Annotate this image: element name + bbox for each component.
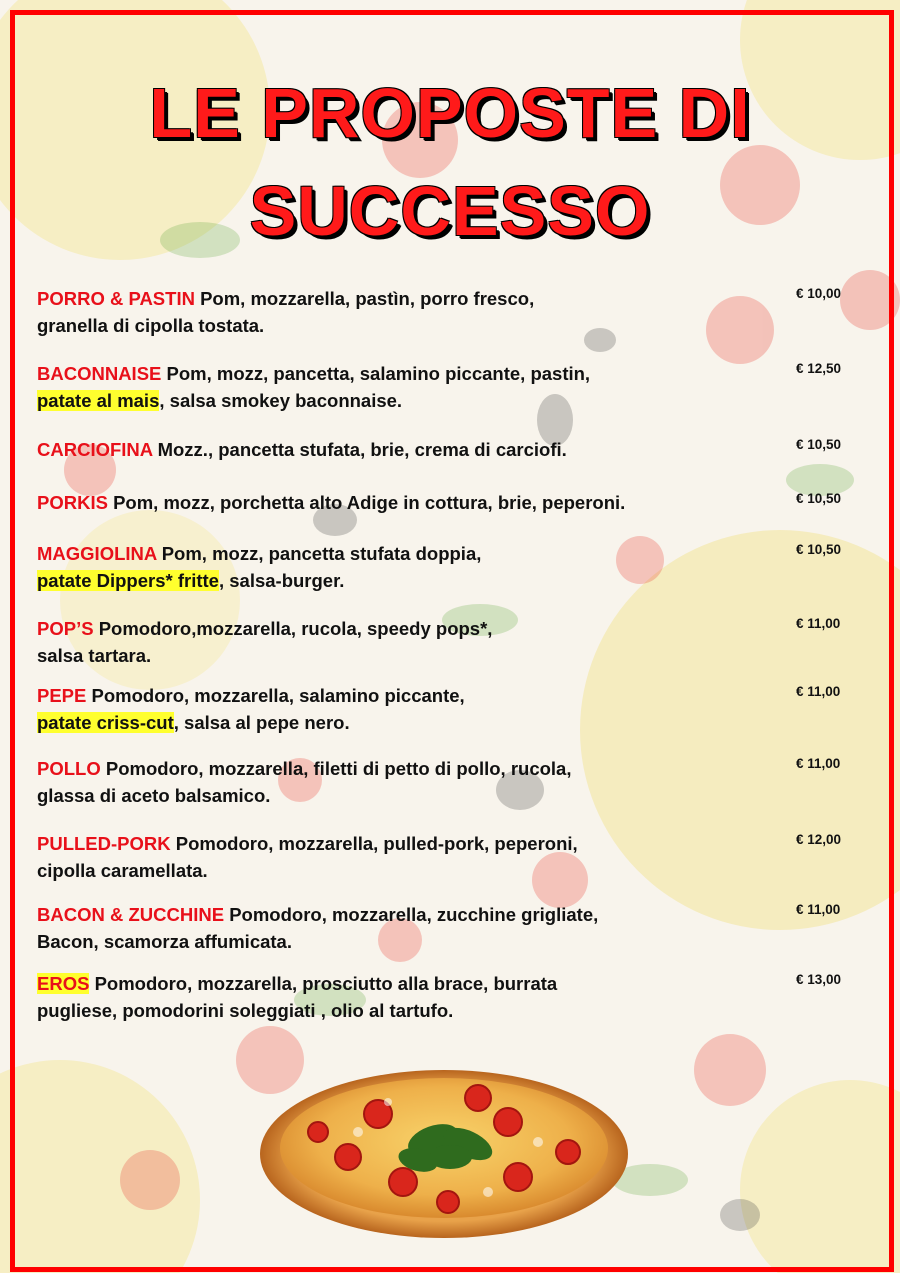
item-name: POP’S — [37, 618, 94, 639]
item-name: BACON & ZUCCHINE — [37, 904, 225, 925]
item-price: € 13,00 — [796, 972, 842, 987]
item-price: € 10,50 — [796, 437, 842, 452]
item-price: € 11,00 — [796, 902, 841, 917]
item-description: Pom, mozz, pancetta, salamino piccante, pastin, — [161, 363, 591, 384]
item-description: Pom, mozz, porchetta alto Adige in cottura, brie, peperoni. — [107, 492, 626, 513]
item-price: € 10,00 — [796, 286, 842, 301]
menu-item — [37, 540, 777, 594]
item-name: CARCIOFINA — [37, 439, 153, 460]
menu-item — [37, 285, 777, 339]
item-description: Pomodoro, mozzarella, salamino piccante, — [86, 685, 465, 706]
item-name: BACONNAISE — [37, 363, 162, 384]
menu-item — [37, 615, 777, 669]
item-name: PORRO & PASTIN — [37, 288, 195, 309]
item-name: MAGGIOLINA — [37, 543, 157, 564]
item-description: Pomodoro, mozzarella, zucchine grigliate, — [224, 904, 599, 925]
item-description-line2: granella di cipolla tostata. — [37, 315, 265, 336]
item-description-line2: , salsa al pepe nero. — [173, 712, 350, 733]
item-description-line2: glassa di aceto balsamico. — [37, 785, 271, 806]
item-name: PORKIS — [37, 492, 108, 513]
item-description: Pomodoro,mozzarella, rucola, speedy pops*, — [93, 618, 493, 639]
menu-item — [37, 489, 777, 516]
item-description: Pomodoro, mozzarella, prosciutto alla brace, burrata — [89, 973, 558, 994]
menu-item — [37, 755, 777, 809]
item-price: € 11,00 — [796, 684, 841, 699]
item-description: Pom, mozzarella, pastìn, porro fresco, — [194, 288, 535, 309]
menu-item — [37, 830, 777, 884]
item-price: € 12,00 — [796, 832, 842, 847]
item-description-line2: pugliese, pomodorini soleggiati , olio al tartufo. — [37, 1000, 454, 1021]
item-price: € 12,50 — [796, 361, 842, 376]
item-name: POLLO — [37, 758, 101, 779]
page-title-line1: LE PROPOSTE DI — [149, 74, 751, 152]
item-description: Mozz., pancetta stufata, brie, crema di carciofi. — [152, 439, 567, 460]
item-description-line2: salsa tartara. — [37, 645, 152, 666]
item-description-line2: , salsa-burger. — [218, 570, 345, 591]
menu-item — [37, 901, 777, 955]
item-description-line2: , salsa smokey baconnaise. — [159, 390, 403, 411]
pizza-image — [258, 1062, 630, 1240]
item-price: € 10,50 — [796, 491, 842, 506]
item-description-line2: cipolla caramellata. — [37, 860, 208, 881]
item-highlight: patate Dippers* fritte — [37, 570, 219, 591]
item-description: Pomodoro, mozzarella, filetti di petto di pollo, rucola, — [100, 758, 572, 779]
item-name: PEPE — [37, 685, 87, 706]
item-name: PULLED-PORK — [37, 833, 171, 854]
item-price: € 10,50 — [796, 542, 842, 557]
page-title-line2: SUCCESSO — [249, 172, 651, 250]
item-highlight: patate al mais — [37, 390, 160, 411]
menu-item — [37, 360, 777, 414]
item-price: € 11,00 — [796, 756, 841, 771]
item-highlight: patate criss-cut — [37, 712, 174, 733]
menu-item — [37, 970, 777, 1024]
item-price: € 11,00 — [796, 616, 841, 631]
item-description-line2: Bacon, scamorza affumicata. — [37, 931, 292, 952]
item-description: Pom, mozz, pancetta stufata doppia, — [156, 543, 482, 564]
item-description: Pomodoro, mozzarella, pulled-pork, peperoni, — [170, 833, 578, 854]
menu-item — [37, 682, 777, 736]
menu-item — [37, 436, 777, 463]
item-name: EROS — [37, 973, 90, 994]
